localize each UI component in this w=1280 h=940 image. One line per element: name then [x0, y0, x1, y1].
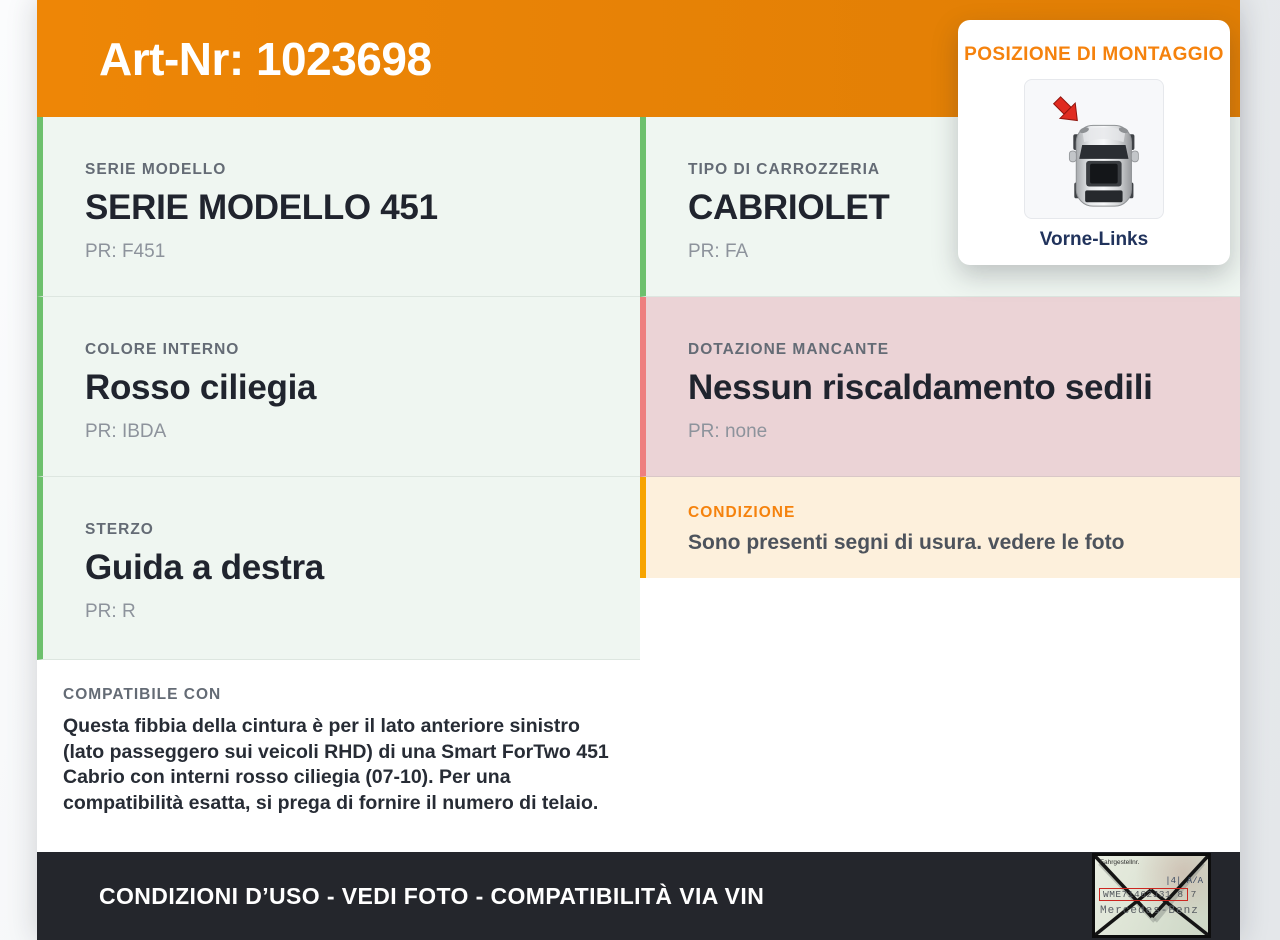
footer-notice: CONDIZIONI D’USO - VEDI FOTO - COMPATIBILITÀ VIA VIN — [99, 882, 765, 909]
condition-text: Sono presenti segni di usura. vedere le foto — [688, 531, 1125, 554]
compatibility-card — [37, 660, 640, 852]
spec-label: DOTAZIONE MANCANTE — [688, 341, 890, 358]
empty-area — [640, 578, 1240, 852]
spec-label: COLORE INTERNO — [85, 341, 240, 358]
spec-label: SERIE MODELLO — [85, 161, 227, 178]
spec-label: STERZO — [85, 521, 154, 538]
red-arrow-icon — [1049, 93, 1085, 129]
mounting-position-title: POSIZIONE DI MONTAGGIO — [964, 44, 1224, 65]
vin-caption: Fahrgestellnr. — [1100, 859, 1140, 866]
spec-value: SERIE MODELLO 451 — [85, 188, 438, 227]
spec-label: TIPO DI CARROZZERIA — [688, 161, 881, 178]
spec-pr-code: PR: IBDA — [85, 421, 167, 442]
vin-plate-image — [1092, 853, 1211, 938]
footer-bar — [37, 852, 1240, 940]
vin-suffix: 7 — [1190, 889, 1197, 900]
spec-pr-code: PR: R — [85, 601, 136, 622]
vin-value: WME71462J31 8 — [1099, 888, 1188, 901]
spec-value: Rosso ciliegia — [85, 368, 317, 407]
spec-pr-code: PR: FA — [688, 241, 749, 262]
condition-card — [640, 477, 1240, 578]
article-number-title: Art-Nr: 1023698 — [99, 32, 432, 85]
vin-brand: Mercedes-Benz — [1100, 905, 1199, 917]
spec-column-left — [37, 117, 640, 852]
spec-pr-code: PR: none — [688, 421, 768, 442]
mounting-position-label: Vorne-Links — [1039, 229, 1149, 250]
spec-value: Guida a destra — [85, 548, 324, 587]
car-top-view-image — [1024, 79, 1164, 219]
car-icon — [1025, 80, 1163, 218]
compatibility-text: Questa fibbia della cintura è per il lato anteriore sinistro (lato passeggero sui veicoli RHD) di una Smart ForTwo 451 Cabrio con interni rosso ciliegia (07-10). Per una compatibilità esatta, si prega di fornire il numero di telaio. — [63, 715, 609, 814]
listing-sheet — [37, 0, 1240, 940]
compatibility-label: COMPATIBILE CON — [63, 686, 222, 703]
spec-card-colore-interno — [37, 297, 640, 477]
spec-card-serie-modello — [37, 117, 640, 297]
spec-value: CABRIOLET — [688, 188, 890, 227]
spec-card-dotazione-mancante — [640, 297, 1240, 477]
spec-value: Nessun riscaldamento sedili — [688, 368, 1153, 407]
spec-card-sterzo — [37, 477, 640, 660]
condition-label: CONDIZIONE — [688, 504, 796, 521]
vin-mark: |4| A/A — [1165, 876, 1203, 886]
spec-pr-code: PR: F451 — [85, 241, 166, 262]
mounting-position-card — [958, 20, 1230, 265]
